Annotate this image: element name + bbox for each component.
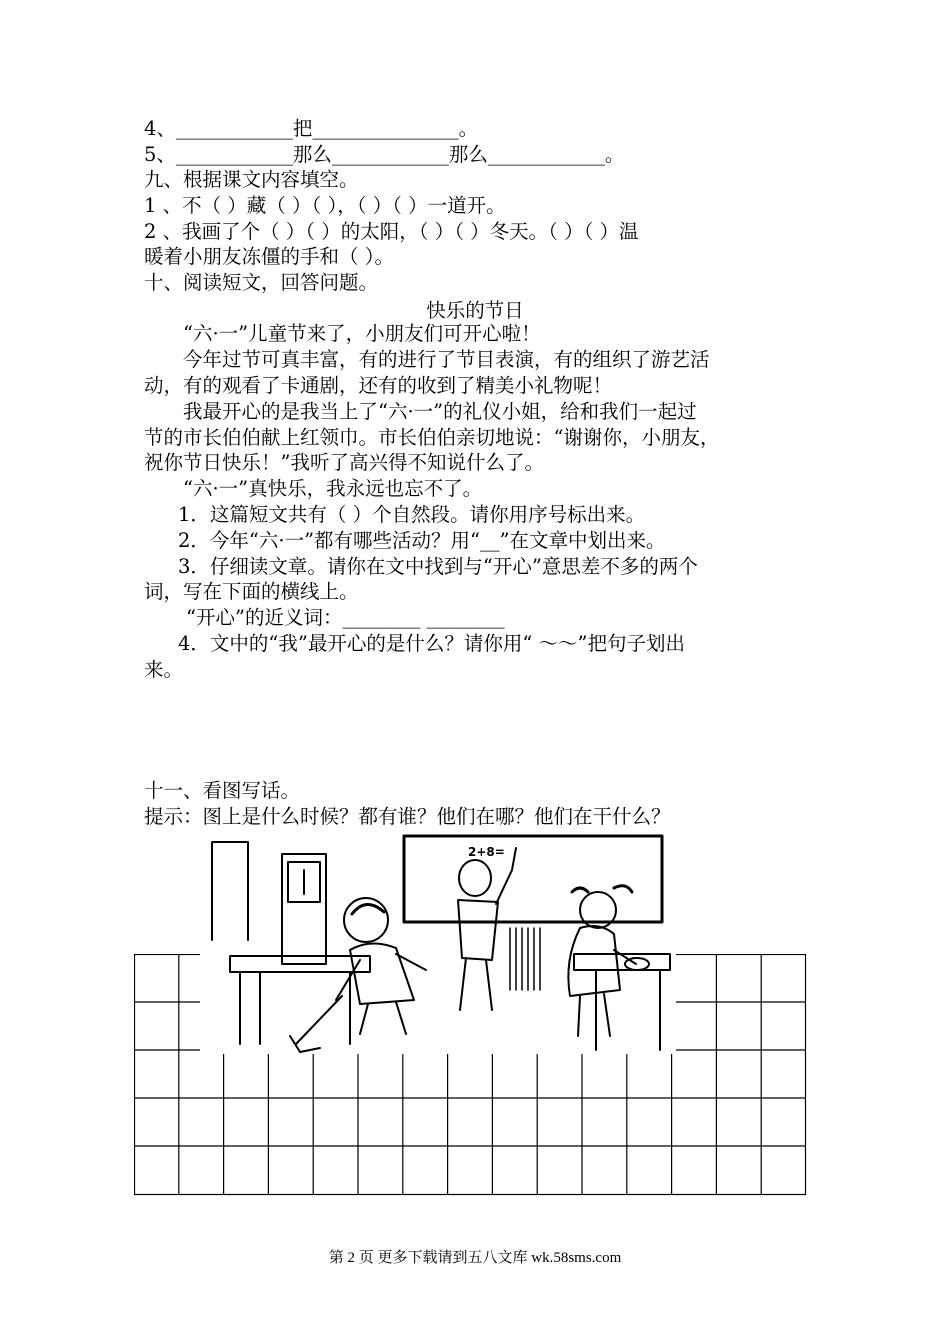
passage-para-2-cont: 动，有的观看了卡通剧，还有的收到了精美小礼物呢！ bbox=[144, 374, 613, 397]
question-9-2-cont: 暖着小朋友冻僵的手和（ ）。 bbox=[144, 245, 394, 268]
fill-line-5: 5、____________那么____________那么____________。 bbox=[144, 143, 625, 166]
passage-para-2: 今年过节可真丰富，有的进行了节目表演，有的组织了游艺活 bbox=[183, 348, 710, 371]
section-9-heading: 九、根据课文内容填空。 bbox=[144, 168, 359, 191]
blackboard-text: 2+8= bbox=[468, 845, 505, 859]
reading-question-3: 3．仔细读文章。请你在文中找到与“开心”意思差不多的两个 bbox=[178, 555, 698, 578]
classroom-illustration bbox=[200, 830, 676, 1054]
section-11-heading: 十一、看图写话。 bbox=[144, 779, 301, 802]
question-9-2: 2 、我画了个（ ）（ ）的太阳，（ ）（ ）冬天。（ ）（ ）温 bbox=[144, 220, 639, 243]
section-10-heading: 十、阅读短文，回答问题。 bbox=[144, 271, 379, 294]
passage-para-3-cont: 节的市长伯伯献上红领巾。市长伯伯亲切地说：“谢谢你，小朋友， bbox=[144, 426, 720, 449]
reading-question-3-cont: 词，写在下面的横线上。 bbox=[144, 580, 359, 603]
passage-title: 快乐的节日 bbox=[426, 299, 524, 322]
fill-line-4: 4、____________把_______________。 bbox=[144, 117, 479, 140]
question-9-1: 1 、不（ ）藏（ ）（ ），（ ）（ ）一道开。 bbox=[144, 194, 506, 217]
passage-para-3: 我最开心的是我当上了“六·一”的礼仪小姐，给和我们一起过 bbox=[183, 400, 697, 423]
writing-prompt: 提示：图上是什么时候？都有谁？他们在哪？他们在干什么？ bbox=[144, 805, 671, 828]
reading-question-1: 1．这篇短文共有（ ）个自然段。请你用序号标出来。 bbox=[178, 503, 646, 526]
passage-para-4: “六·一”真快乐，我永远也忘不了。 bbox=[183, 477, 483, 500]
page-footer: 第 2 页 更多下载请到五八文库 wk.58sms.com bbox=[328, 1250, 622, 1266]
reading-question-4: 4．文中的“我”最开心的是什么？请你用“ ～～”把句子划出 bbox=[178, 632, 685, 655]
passage-para-3-end: 祝你节日快乐！”我听了高兴得不知说什么了。 bbox=[144, 451, 544, 474]
reading-question-4-cont: 来。 bbox=[144, 658, 184, 681]
synonym-answer-line: “开心”的近义词：________ ________ bbox=[186, 606, 505, 629]
passage-para-1: “六·一”儿童节来了，小朋友们可开心啦！ bbox=[183, 322, 541, 345]
reading-question-2: 2．今年“六·一”都有哪些活动？用“__”在文章中划出来。 bbox=[178, 529, 666, 552]
